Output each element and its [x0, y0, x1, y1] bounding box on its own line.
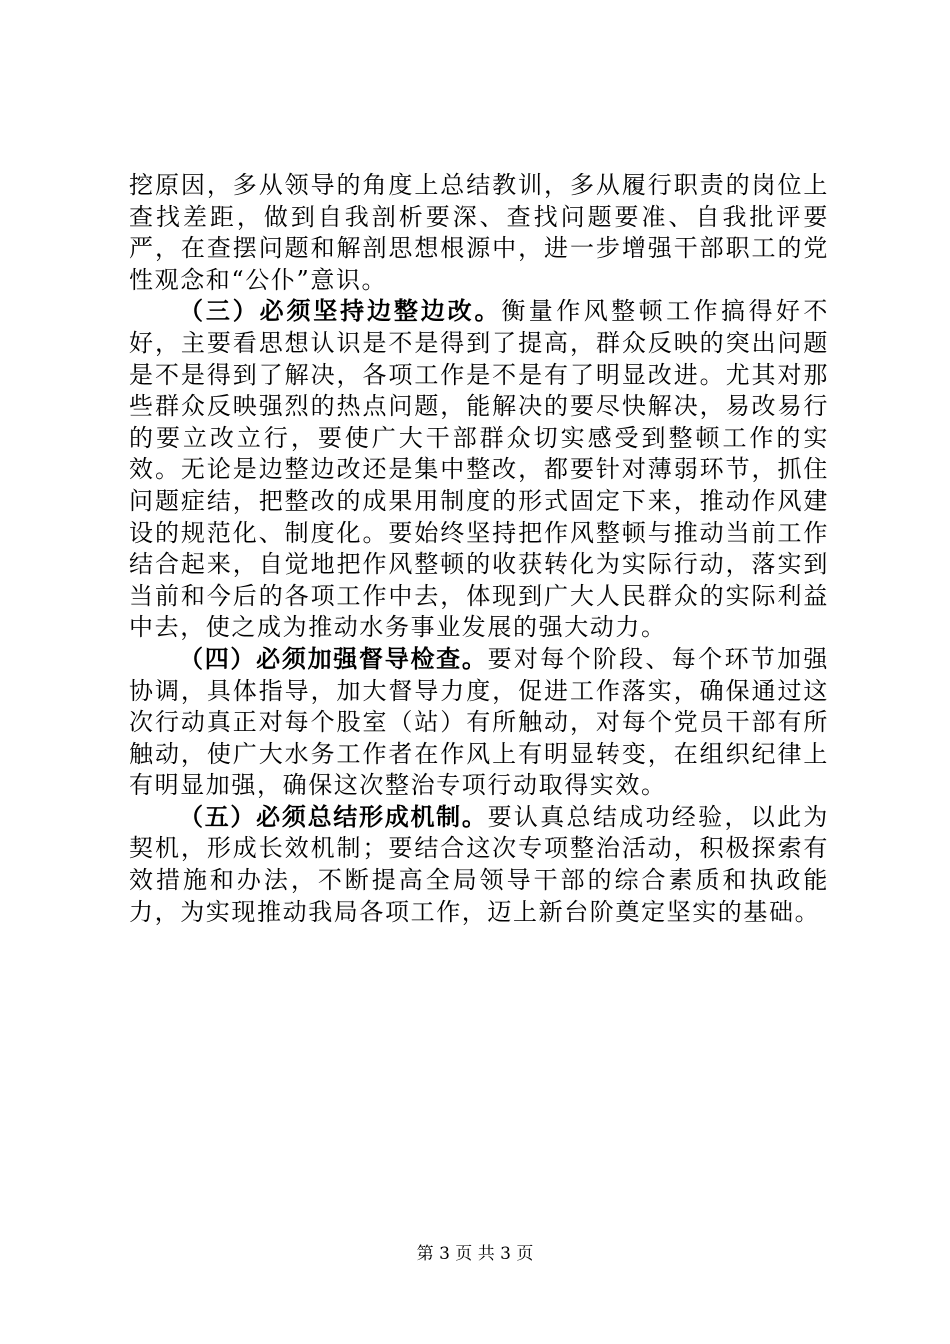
paragraph-text: 挖原因，多从领导的角度上总结教训，多从履行职责的岗位上查找差距，做到自我剖析要深、查找问题要准、自我批评要严，在查摆问题和解剖思想根源中，进一步增强干部职工的党性观念和“公仆”意识。: [129, 171, 829, 294]
paragraph-text: 衡量作风整顿工作搞得好不好，主要看思想认识是不是得到了提高，群众反映的突出问题是不是得到了解决，各项工作是不是有了明显改进。尤其对那些群众反映强烈的热点问题，能解决的要尽快解决，易改易行的要立改立行，要使广大干部群众切实感受到整顿工作的实效。无论是边整边改还是集中整改，都要针对薄弱环节，抓住问题症结，把整改的成果用制度的形式固定下来，推动作风建设的规范化、制度化。要始终坚持把作风整顿与推动当前工作结合起来，自觉地把作风整顿的收获转化为实际行动，落实到当前和今后的各项工作中去，体现到广大人民群众的实际利益中去，使之成为推动水务事业发展的强大动力。: [129, 297, 829, 642]
paragraph-text: 要认真总结成功经验，以此为契机，形成长效机制；要结合这次专项整治活动，积极探索有效措施和办法，不断提高全局领导干部的综合素质和执政能力，为实现推动我局各项工作，迈上新台阶奠定坚实的基础。: [129, 802, 829, 926]
paragraph-section-3: [129, 296, 829, 644]
paragraph-heading: （三）必须坚持边整边改。: [179, 297, 502, 326]
paragraph-section-5: [129, 802, 829, 928]
paragraph-heading: （五）必须总结形成机制。: [179, 802, 488, 831]
paragraph-section-4: [129, 644, 829, 802]
paragraph-heading: （四）必须加强督导检查。: [179, 644, 488, 673]
page-number-footer: 第 3 页 共 3 页: [416, 1244, 534, 1264]
document-body: [129, 170, 829, 928]
paragraph-text: 要对每个阶段、每个环节加强协调，具体指导，加大督导力度，促进工作落实，确保通过这次行动真正对每个股室（站）有所触动，对每个党员干部有所触动，使广大水务工作者在作风上有明显转变，在组织纪律上有明显加强，确保这次整治专项行动取得实效。: [129, 644, 829, 800]
paragraph-continuation: [129, 170, 829, 296]
